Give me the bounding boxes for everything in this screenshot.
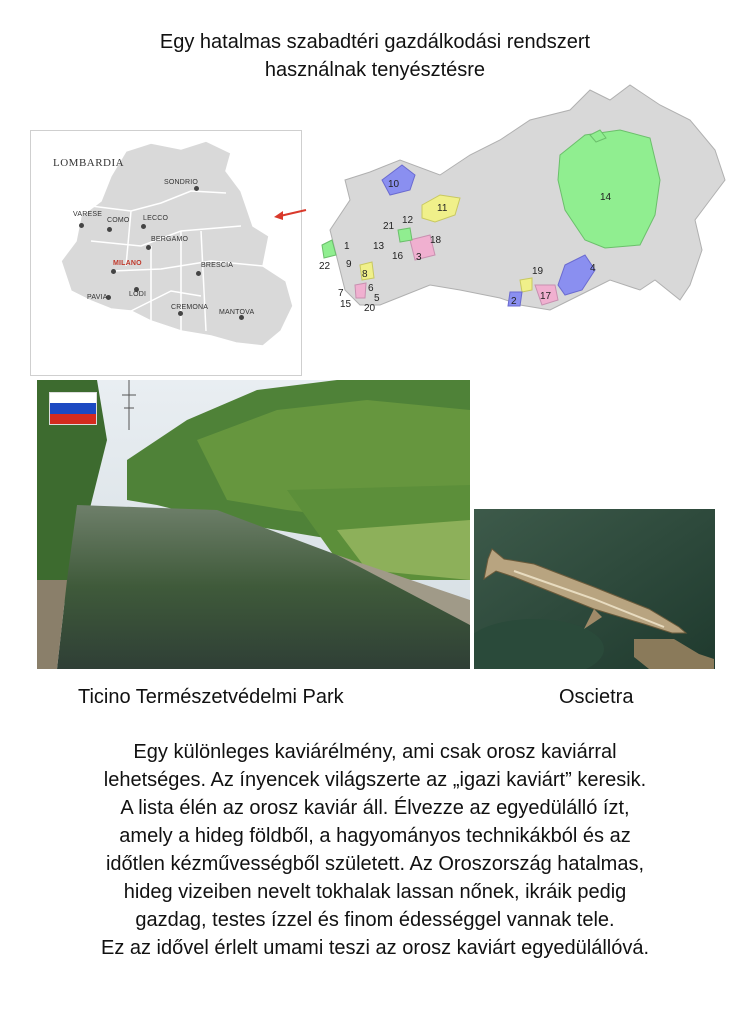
body-line: időtlen kézművességből született. Az Oroszország hatalmas,: [105, 853, 645, 875]
city-sondrio: SONDRIO: [164, 179, 199, 186]
flag-stripe-red: [50, 414, 96, 424]
region-label: 14: [600, 192, 612, 203]
city-brescia: BRESCIA: [201, 262, 234, 269]
body-line: Egy különleges kaviárélmény, ami csak orosz kaviárral: [133, 741, 617, 763]
caption-oscietra: Oscietra: [559, 686, 634, 708]
russia-flag-icon: [49, 392, 97, 425]
city-varese: VARESE: [73, 211, 103, 218]
city-dot: [111, 269, 116, 274]
region-label: 10: [388, 179, 400, 190]
title-line-2: használnak tenyésztésre: [264, 59, 486, 81]
flag-stripe-white: [50, 393, 96, 403]
region-label: 19: [532, 266, 544, 277]
region-label: 17: [540, 291, 552, 302]
body-line: hideg vizeiben nevelt tokhalak lassan nőnek, ikráik pedig: [123, 881, 627, 903]
body-line: amely a hideg földből, a hagyományos technikákból és az: [119, 825, 631, 847]
red-arrow-icon: [272, 206, 308, 220]
city-milano: MILANO: [113, 260, 142, 267]
city-dot: [178, 311, 183, 316]
region-label: 16: [392, 251, 404, 262]
city-dot: [196, 271, 201, 276]
region-label: 3: [416, 252, 422, 263]
lombardia-label: LOMBARDIA: [53, 157, 125, 169]
city-dot: [79, 223, 84, 228]
flag-stripe-blue: [50, 403, 96, 413]
region-label: 22: [319, 261, 331, 272]
city-dot: [107, 227, 112, 232]
region-label: 13: [373, 241, 385, 252]
region-label: 8: [362, 269, 368, 280]
city-como: COMO: [107, 217, 130, 224]
city-cremona: CREMONA: [171, 304, 209, 311]
page-title: [60, 28, 690, 84]
city-bergamo: BERGAMO: [151, 236, 189, 243]
lombardia-map: [30, 130, 302, 376]
body-line: Ez az idővel érlelt umami teszi az orosz kaviárt egyedülállóvá.: [100, 937, 650, 959]
city-dot: [194, 186, 199, 191]
region-label: 21: [383, 221, 395, 232]
city-pavia: PAVIA: [87, 294, 108, 301]
park-photo-illustration: [37, 380, 470, 669]
region-label: 4: [590, 263, 596, 274]
fish-photo-illustration: [474, 509, 715, 669]
region-label: 7: [338, 288, 344, 299]
city-dot: [146, 245, 151, 250]
oscietra-fish-photo: [474, 509, 715, 669]
region-label: 15: [340, 299, 352, 310]
body-line: lehetséges. Az ínyencek világszerte az „igazi kaviárt” keresik.: [103, 769, 647, 791]
region-label: 2: [511, 296, 517, 307]
region-label: 6: [368, 283, 374, 294]
title-line-1: Egy hatalmas szabadtéri gazdálkodási rendszert: [159, 31, 591, 53]
region-label: 5: [374, 293, 380, 304]
city-mantova: MANTOVA: [219, 309, 255, 316]
body-line: A lista élén az orosz kaviár áll. Élvezze az egyedülálló ízt,: [120, 797, 630, 819]
ticino-park-photo: [37, 380, 470, 669]
region-label: 12: [402, 215, 414, 226]
caption-ticino-park: Ticino Természetvédelmi Park: [78, 686, 344, 708]
region-label: 1: [344, 241, 350, 252]
body-line: gazdag, testes ízzel és finom édességgel vannak tele.: [135, 909, 615, 931]
description-paragraph: [30, 738, 720, 962]
city-lecco: LECCO: [143, 215, 169, 222]
russia-map: [310, 80, 730, 320]
city-lodi: LODI: [129, 291, 147, 298]
city-dot: [141, 224, 146, 229]
region-label: 9: [346, 259, 352, 270]
region-label: 20: [364, 303, 376, 314]
region-label: 18: [430, 235, 442, 246]
region-label: 11: [437, 203, 448, 214]
